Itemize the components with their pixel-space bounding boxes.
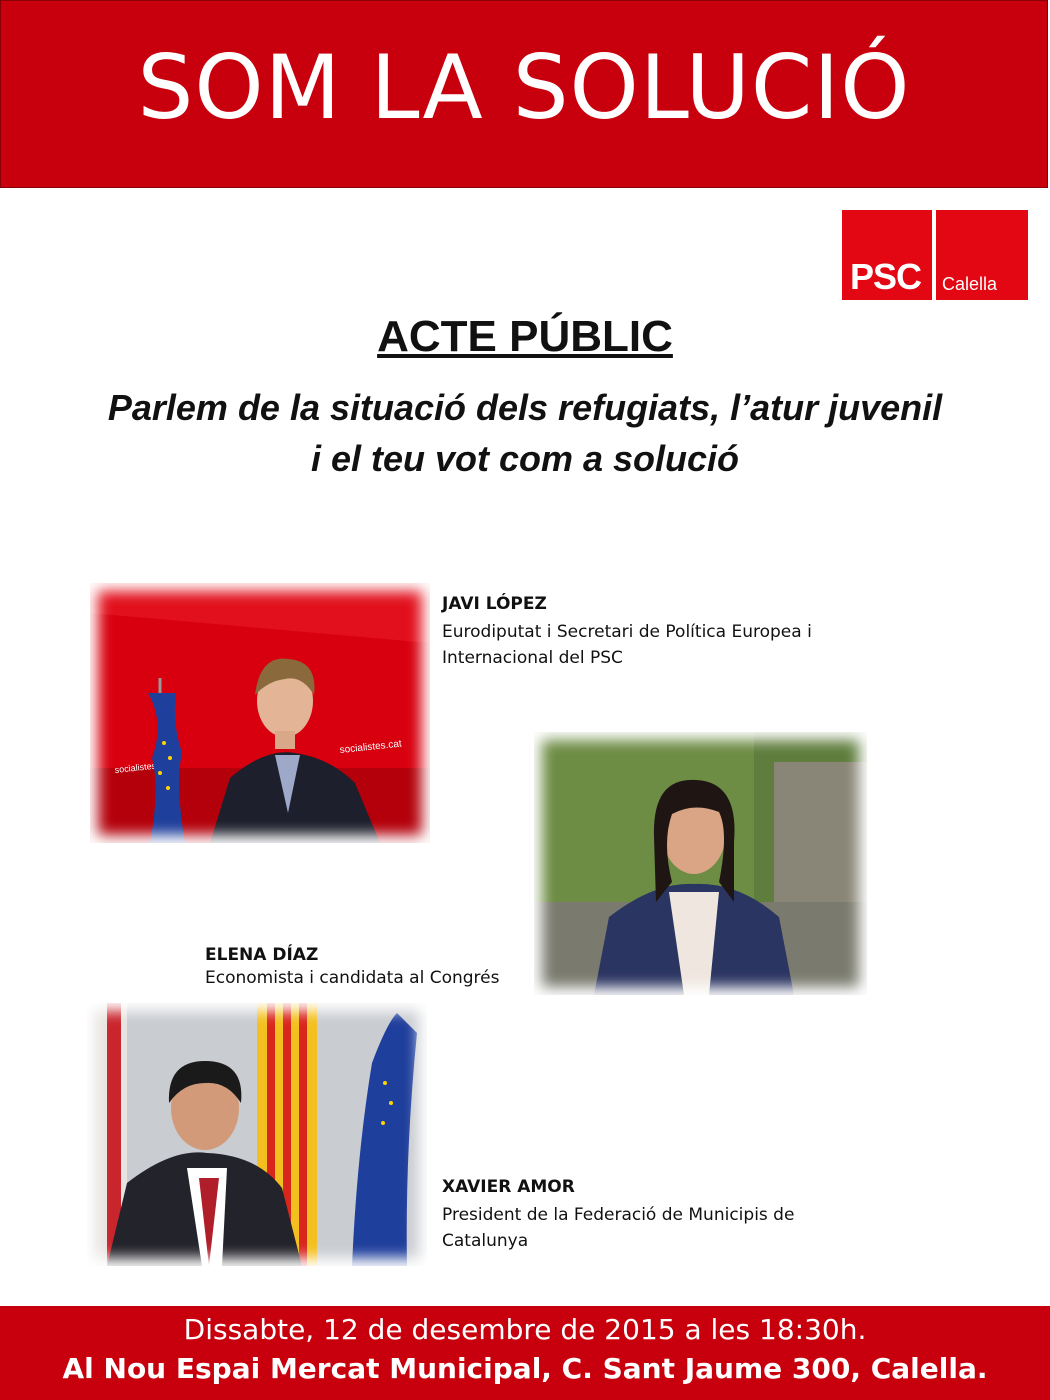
photo-xavier-illustration — [87, 1003, 427, 1266]
photo-elena-illustration — [534, 732, 867, 995]
speaker-role-elena-diaz: Economista i candidata al Congrés — [205, 968, 500, 988]
psc-calella-logo — [842, 210, 1028, 300]
speaker-role-xavier-amor: President de la Federació de Municipis de Catalunya — [442, 1205, 795, 1251]
event-venue: Al Nou Espai Mercat Municipal, C. Sant Jaume 300, Calella. — [62, 1352, 988, 1385]
photo-javi-lopez — [90, 583, 430, 843]
logo-party-text: PSC — [850, 256, 922, 297]
photo-javi-illustration — [90, 583, 430, 843]
title-banner — [0, 0, 1048, 188]
photo-banner-word-left: socialistes.cat — [114, 759, 171, 775]
speaker-name-xavier-amor: XAVIER AMOR — [442, 1177, 575, 1197]
banner-title: SOM LA SOLUCIÓ — [137, 35, 911, 139]
photo-elena-diaz — [534, 732, 867, 995]
speaker-name-javi-lopez: JAVI LÓPEZ — [442, 594, 547, 614]
logo-city-text: Calella — [942, 274, 998, 294]
speaker-role-javi-lopez: Eurodiputat i Secretari de Política Europea i Internacional del PSC — [442, 622, 812, 668]
photo-xavier-amor — [87, 1003, 427, 1266]
photo-banner-word: socialistes.cat — [339, 738, 403, 756]
event-date: Dissabte, 12 de desembre de 2015 a les 18:30h. — [183, 1313, 867, 1346]
event-heading: ACTE PÚBLIC — [377, 312, 673, 361]
speaker-name-elena-diaz: ELENA DÍAZ — [205, 945, 319, 965]
event-subtitle: Parlem de la situació dels refugiats, l’atur juvenil i el teu vot com a solució — [107, 387, 943, 479]
